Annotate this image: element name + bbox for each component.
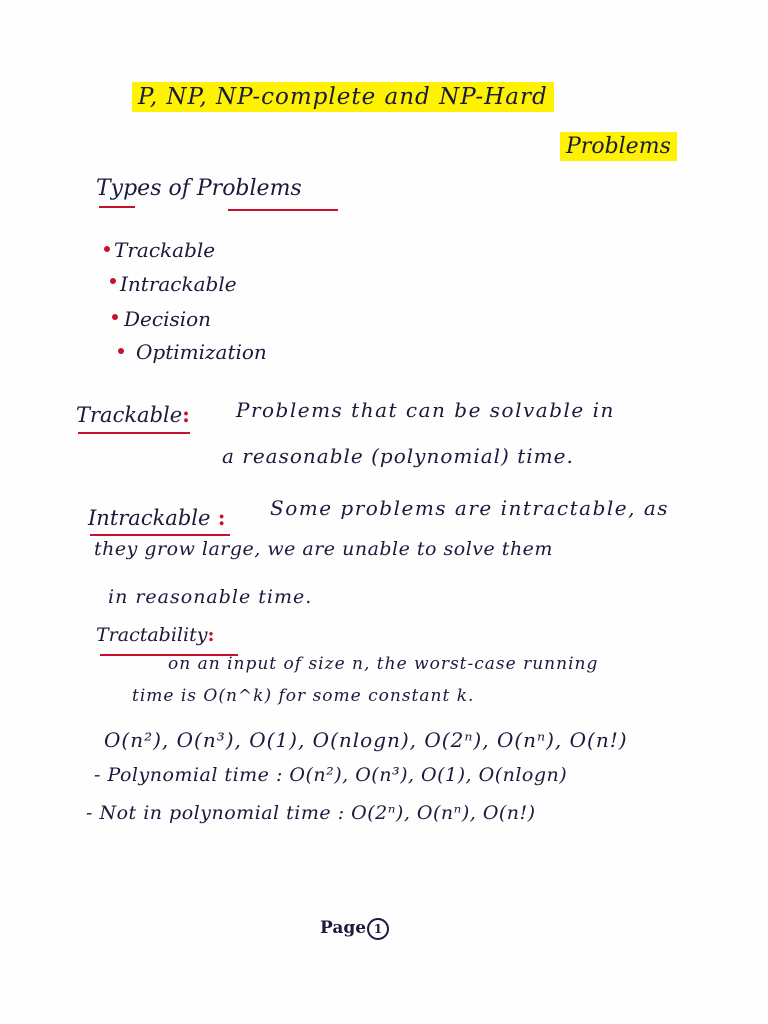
trackable-def-line-1: Problems that can be solvable in xyxy=(236,398,615,422)
intrackable-term xyxy=(88,505,226,530)
page-footer xyxy=(320,918,389,940)
complexities-not-polynomial: - Not in polynomial time : O(2ⁿ), O(nⁿ), O(n!) xyxy=(86,802,536,824)
bullet-dot xyxy=(104,246,110,252)
intrackable-underline xyxy=(90,534,230,536)
title-line-1: P, NP, NP-complete and NP-Hard xyxy=(132,82,554,112)
tractability-line-2: time is O(n^k) for some constant k. xyxy=(132,686,475,706)
trackable-underline xyxy=(78,432,190,434)
types-heading-underline xyxy=(99,206,135,208)
intrackable-def-line-1: Some problems are intractable, as xyxy=(270,496,670,520)
intrackable-def-line-2: they grow large, we are unable to solve them xyxy=(94,538,553,560)
type-item-intrackable: Intrackable xyxy=(120,272,237,296)
type-item-optimization: Optimization xyxy=(136,340,267,364)
tractability-term-label: Tractability xyxy=(96,624,208,646)
colon-mark: : xyxy=(182,402,190,427)
intrackable-def-line-3: in reasonable time. xyxy=(108,586,313,608)
bullet-dot xyxy=(110,278,116,284)
bullet-dot xyxy=(118,348,124,354)
trackable-term xyxy=(76,402,190,427)
types-heading-underline-2 xyxy=(228,209,338,211)
trackable-term-label: Trackable xyxy=(76,403,183,427)
type-item-decision: Decision xyxy=(124,307,212,331)
complexities-polynomial: - Polynomial time : O(n²), O(n³), O(1), O(nlogn) xyxy=(94,764,568,786)
page-number-circle xyxy=(367,918,389,940)
page-number: 1 xyxy=(373,922,383,936)
type-item-trackable: Trackable xyxy=(114,238,216,262)
colon-mark: : xyxy=(210,505,226,530)
tractability-term xyxy=(96,624,214,646)
title-line-2: Problems xyxy=(560,132,677,161)
types-heading: Types of Problems xyxy=(96,176,302,201)
page-label: Page xyxy=(320,918,367,938)
intrackable-term-label: Intrackable xyxy=(88,506,211,530)
trackable-def-line-2: a reasonable (polynomial) time. xyxy=(222,444,574,468)
complexities-all: O(n²), O(n³), O(1), O(nlogn), O(2ⁿ), O(nⁿ), O(n!) xyxy=(104,728,628,752)
colon-mark: : xyxy=(207,624,215,646)
tractability-line-1: on an input of size n, the worst-case running xyxy=(168,654,599,674)
bullet-dot xyxy=(112,314,118,320)
